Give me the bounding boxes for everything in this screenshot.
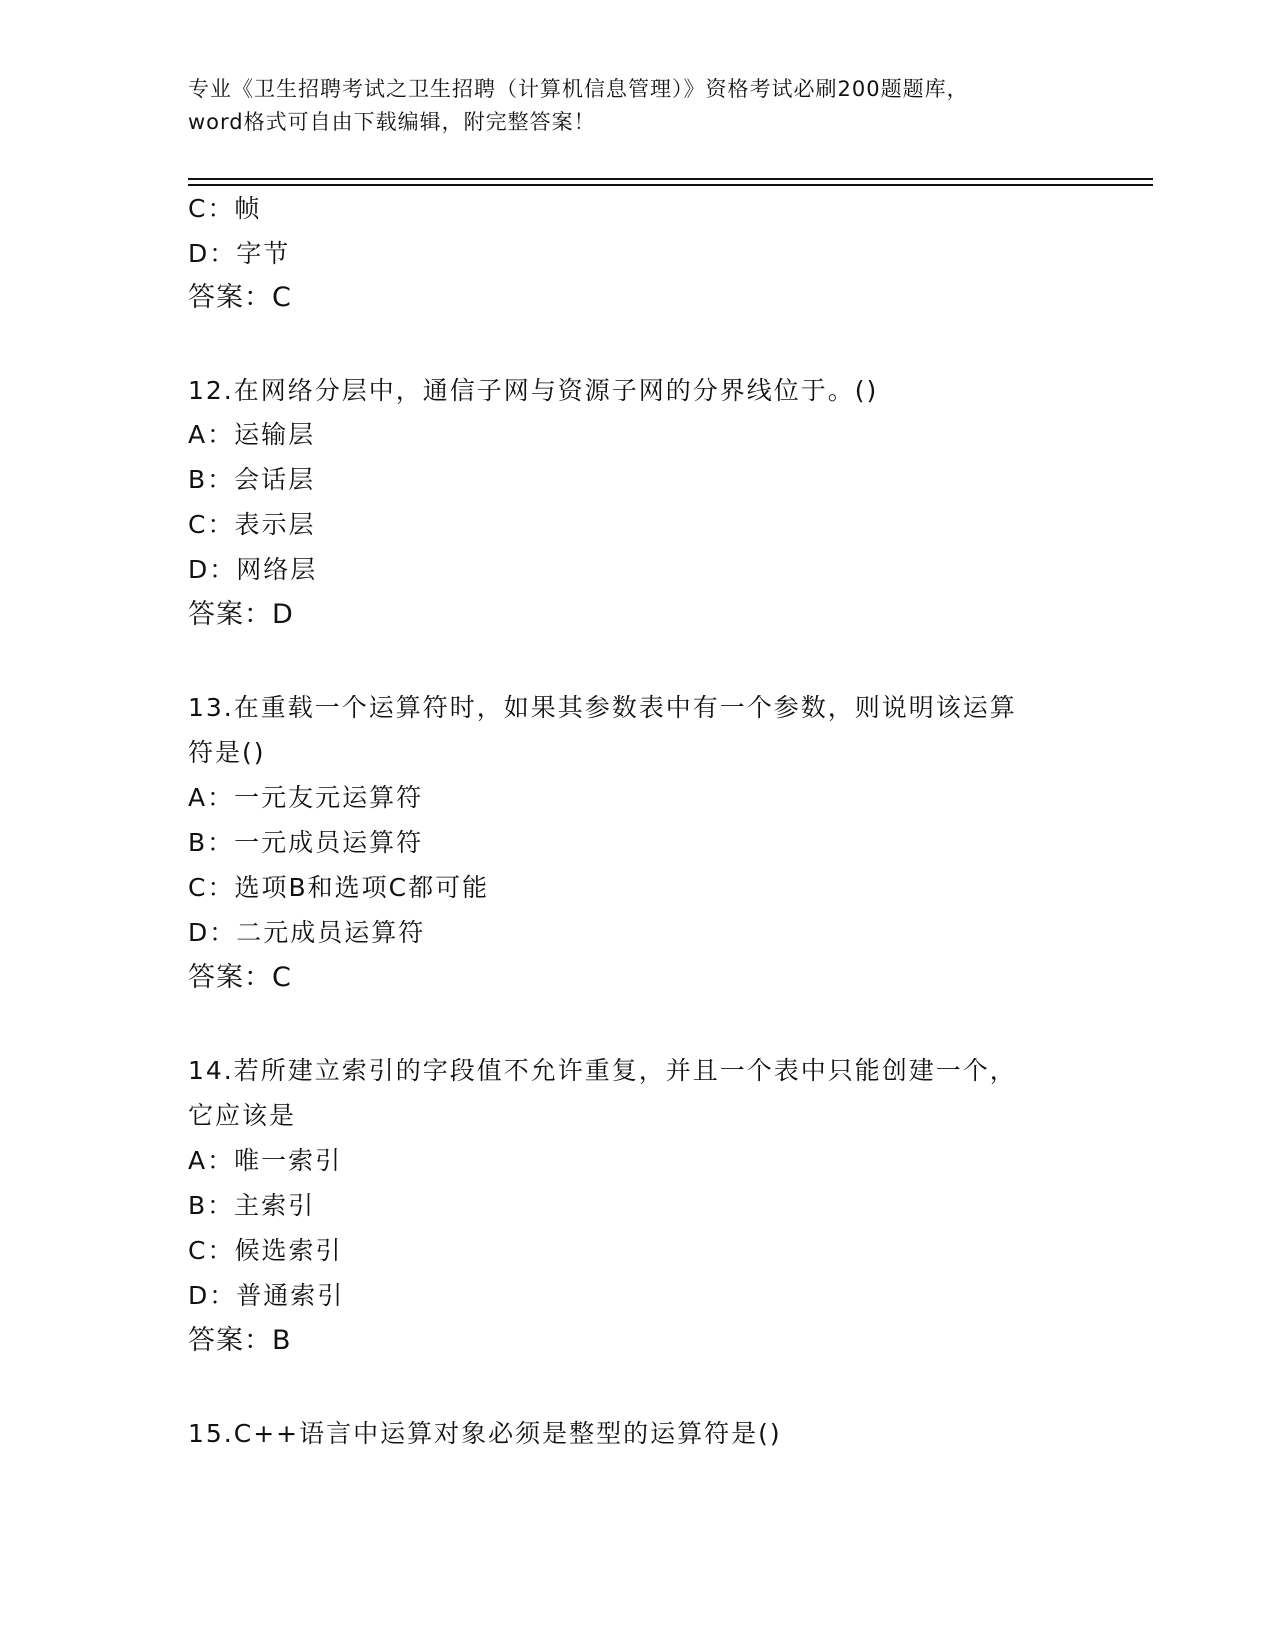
q11-option-c: C：帧 (188, 194, 262, 223)
q11-answer: 答案：C (188, 282, 292, 313)
q12-option-d: D：网络层 (188, 555, 318, 584)
q13-option-a: A：一元友元运算符 (188, 783, 424, 812)
q12-option-c: C：表示层 (188, 510, 316, 539)
q13-option-c: C：选项B和选项C都可能 (188, 873, 490, 902)
q13-stem-line-2: 符是() (188, 738, 266, 767)
header-title-line-1: 专业《卫生招聘考试之卫生招聘（计算机信息管理）》资格考试必刷200题题库， (188, 77, 969, 101)
q15-stem: 15.C++语言中运算对象必须是整型的运算符是() (188, 1419, 782, 1448)
q13-stem-line-1: 13.在重载一个运算符时，如果其参数表中有一个参数，则说明该运算 (188, 693, 1017, 722)
q14-stem-line-2: 它应该是 (188, 1101, 297, 1130)
q13-answer: 答案：C (188, 962, 292, 993)
header-divider-bottom (188, 184, 1153, 186)
header-title-line-2: word格式可自由下载编辑，附完整答案！ (188, 110, 596, 134)
q14-stem-line-1: 14.若所建立索引的字段值不允许重复，并且一个表中只能创建一个， (188, 1056, 1017, 1085)
document-header (188, 73, 1088, 139)
q12-stem: 12.在网络分层中，通信子网与资源子网的分界线位于。() (188, 376, 879, 405)
q14-option-d: D：普通索引 (188, 1281, 345, 1310)
q12-option-b: B：会话层 (188, 465, 316, 494)
q13-option-b: B：一元成员运算符 (188, 828, 424, 857)
q14-option-b: B：主索引 (188, 1191, 316, 1220)
q14-answer: 答案：B (188, 1325, 292, 1356)
q14-option-c: C：候选索引 (188, 1236, 343, 1265)
q12-answer: 答案：D (188, 599, 294, 630)
q13-option-d: D：二元成员运算符 (188, 918, 426, 947)
q12-option-a: A：运输层 (188, 420, 316, 449)
q14-option-a: A：唯一索引 (188, 1146, 343, 1175)
header-divider-top (188, 178, 1153, 180)
q11-option-d: D：字节 (188, 239, 291, 268)
